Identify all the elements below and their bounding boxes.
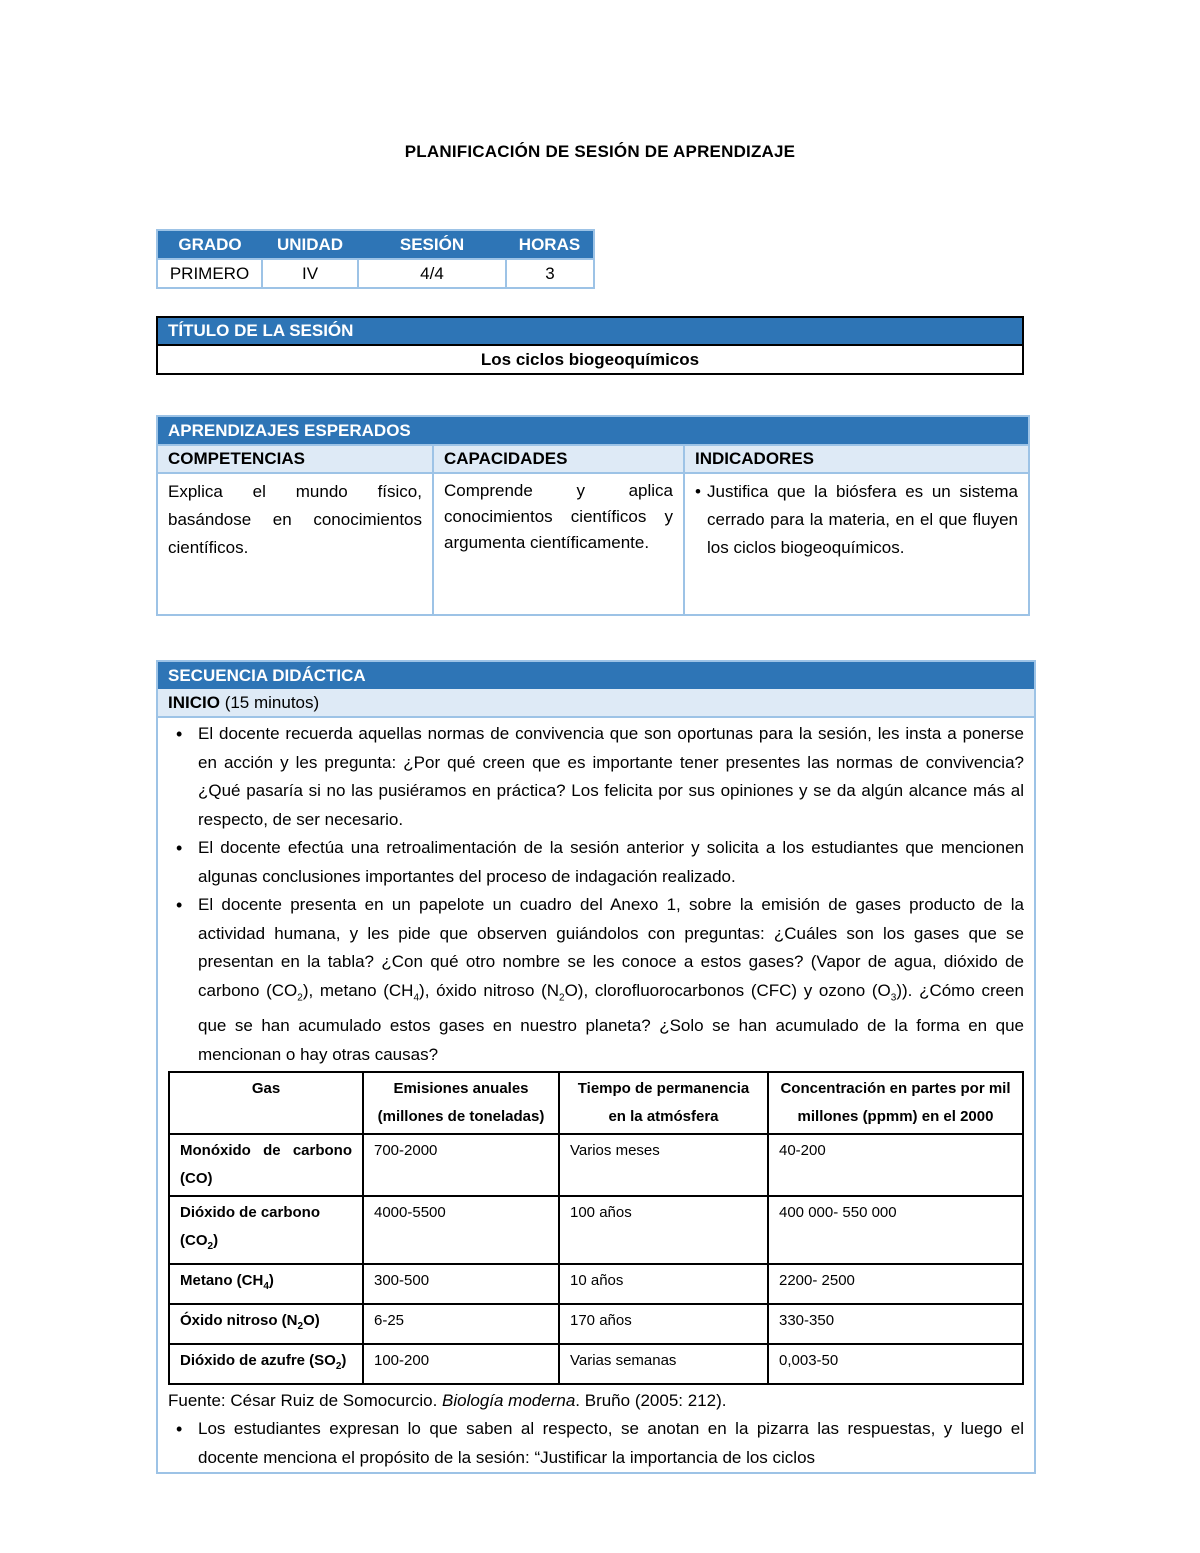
inicio-label: INICIO [168, 692, 220, 712]
learning-outcomes-header: APRENDIZAJES ESPERADOS [168, 420, 411, 440]
inicio-row [157, 689, 1035, 717]
header-unidad: UNIDAD [276, 234, 344, 254]
gas-emissions-table [168, 1071, 1024, 1385]
list-item: • El docente recuerda aquellas normas de convivencia que son oportunas para la sesión, les insta a ponerse en acción y les pregunta: ¿Por qué creen que es importante tener presentes las normas de convivencia? ¿Qué pasaría si no las pusiéramos en práctica? Los felicita por sus opiniones y se da algún alcance más al respecto, de ser necesario. [168, 720, 1024, 834]
gas-name: Monóxido de carbono (CO) [169, 1134, 363, 1196]
value-horas: 3 [506, 259, 594, 288]
gas-concentration: 400 000- 550 000 [768, 1196, 1023, 1264]
list-item: • El docente efectúa una retroalimentación de la sesión anterior y solicita a los estudiantes que mencionen algunas conclusiones importantes del proceso de indagación realizado. [168, 834, 1024, 891]
value-sesion: 4/4 [358, 259, 506, 288]
gas-time: 100 años [559, 1196, 768, 1264]
sequence-header: SECUENCIA DIDÁCTICA [168, 665, 366, 685]
value-grado: PRIMERO [157, 259, 262, 288]
column-capacidades: CAPACIDADES [433, 445, 684, 473]
gas-emissions: 4000-5500 [363, 1196, 559, 1264]
table-row [169, 1344, 1023, 1384]
bullet-icon: • [695, 482, 701, 501]
indicador-text: Justifica que la biósfera es un sistema cerrado para la materia, en el que fluyen los ciclos biogeoquímicos. [707, 482, 1018, 557]
header-grado: GRADO [178, 234, 242, 254]
gas-time: Varias semanas [559, 1344, 768, 1384]
inicio-time: (15 minutos) [224, 692, 320, 712]
time-header: Tiempo de permanencia en la atmósfera [559, 1072, 768, 1134]
competencia-text: Explica el mundo físico, basándose en conocimientos científicos. [157, 473, 433, 615]
gas-concentration: 2200- 2500 [768, 1264, 1023, 1304]
list-item: • El docente presenta en un papelote un cuadro del Anexo 1, sobre la emisión de gases producto de la actividad humana, y les pide que observen guiándolos con preguntas: ¿Cuáles son los gases que se presentan en la tabla? ¿Con qué otro nombre se les conoce a estos gases? (Vapor de agua, dióxido de carbono $(CO_2)$, metano $(CH_4)$, óxido nitroso $(N_2O)$, clorofluorocarbonos (CFC) y ozono $(O_3)$). ¿Cómo creen que se han acumulado estos gases en nuestro planeta? ¿Solo se han acumulado de la forma en que mencionan o hay otras causas? [168, 891, 1024, 1069]
gas-concentration: 330-350 [768, 1304, 1023, 1344]
learning-outcomes-table [156, 415, 1030, 616]
gas-emissions: 100-200 [363, 1344, 559, 1384]
table-row [169, 1304, 1023, 1344]
indicador-cell [684, 473, 1029, 615]
gas-time: Varios meses [559, 1134, 768, 1196]
table-row [169, 1264, 1023, 1304]
session-info-table [156, 229, 595, 289]
gas-name: Óxido nitroso $(N_2O)$ [169, 1304, 363, 1344]
header-sesion: SESIÓN [399, 234, 465, 254]
list-item: • Los estudiantes expresan lo que saben al respecto, se anotan en la pizarra las respuestas, y luego el docente menciona el propósito de la sesión: “Justificar la importancia de los ciclos [168, 1415, 1024, 1472]
emissions-header: Emisiones anuales (millones de toneladas) [363, 1072, 559, 1134]
gas-name: Dióxido de azufre $(SO_2)$ [169, 1344, 363, 1384]
session-title-label: TÍTULO DE LA SESIÓN [157, 317, 1023, 345]
sequence-body [157, 717, 1035, 1473]
table-row [169, 1196, 1023, 1264]
capacidad-text: Comprende y aplica conocimientos científicos y argumenta científicamente. [433, 473, 684, 615]
concentration-header: Concentración en partes por mil millones (ppmm) en el 2000 [768, 1072, 1023, 1134]
source-citation: Fuente: César Ruiz de Somocurcio. Biología moderna. Bruño (2005: 212). [168, 1391, 727, 1411]
header-horas: HORAS [518, 234, 581, 254]
gas-name: Metano $(CH_4)$ [169, 1264, 363, 1304]
gas-concentration: 40-200 [768, 1134, 1023, 1196]
gas-name: Dióxido de carbono $(CO_2)$ [169, 1196, 363, 1264]
gas-time: 10 años [559, 1264, 768, 1304]
gas-emissions: 300-500 [363, 1264, 559, 1304]
didactic-sequence-table [156, 660, 1036, 1474]
column-indicadores: INDICADORES [684, 445, 1029, 473]
gas-time: 170 años [559, 1304, 768, 1344]
table-row [169, 1134, 1023, 1196]
value-unidad: IV [262, 259, 358, 288]
gas-header: Gas [169, 1072, 363, 1134]
page-title: PLANIFICACIÓN DE SESIÓN DE APRENDIZAJE [404, 142, 796, 161]
session-title-value: Los ciclos biogeoquímicos [480, 349, 700, 369]
column-competencias: COMPETENCIAS [157, 445, 433, 473]
gas-emissions: 6-25 [363, 1304, 559, 1344]
gas-concentration: 0,003-50 [768, 1344, 1023, 1384]
gas-emissions: 700-2000 [363, 1134, 559, 1196]
session-title-table [156, 316, 1024, 375]
